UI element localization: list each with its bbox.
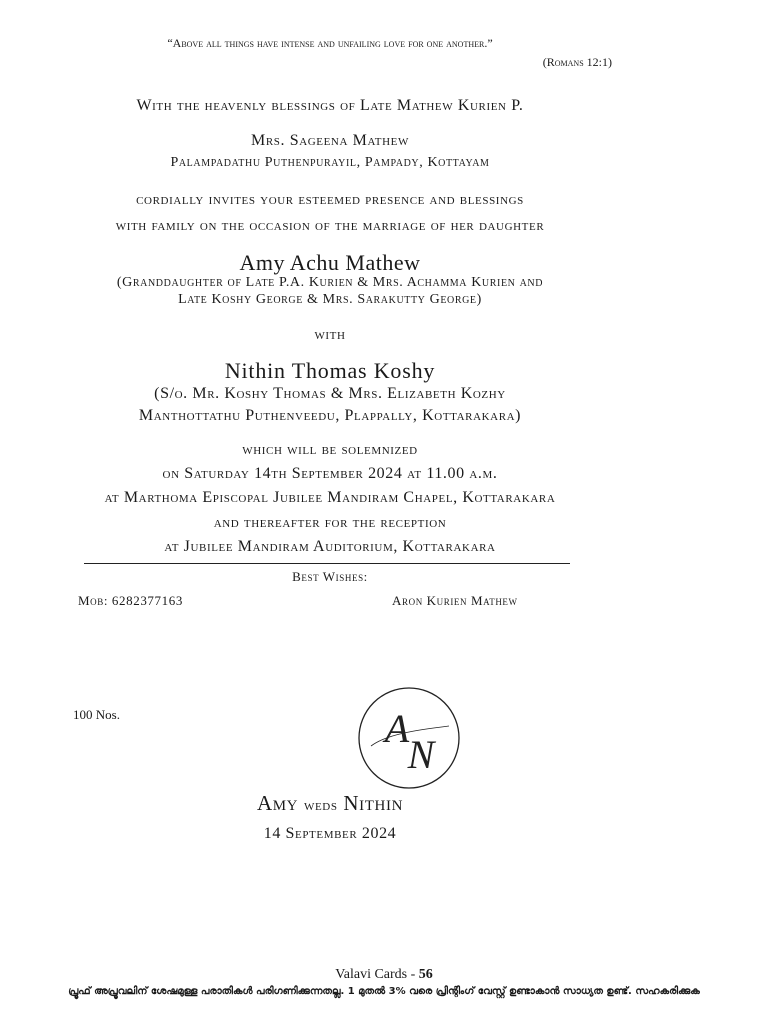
- bible-verse-reference: (Romans 12:1): [542, 55, 612, 69]
- footer-note: പ്രൂഫ് അപ്രൂവലിന് ശേഷമുള്ള പരാതികൾ പരിഗണിക്കുന്നതല്ല. 1 മുതൽ 3% വരെ പ്രിന്റിംഗ് വേസ്റ്റ് ഉണ്ടാകാൻ സാധ്യത ഉണ്ട്. സഹകരിക്കുക: [68, 986, 700, 997]
- groom-parents-line-2: Manthottathu Puthenveedu, Plappally, Kottarakara): [138, 407, 522, 424]
- footer-brand-line: [0, 967, 768, 983]
- footer-brand: Valavi Cards -: [335, 967, 419, 982]
- cover-title: [0, 791, 660, 816]
- footer-page-number: 56: [418, 967, 433, 982]
- bible-verse-quote: “Above all things have intense and unfailing love for one another.”: [167, 36, 493, 50]
- cover-name-2: Nithin: [343, 791, 404, 815]
- mobile-number: Mob: 6282377163: [78, 593, 183, 608]
- monogram-letter-a: A: [384, 706, 410, 751]
- best-wishes-name: Aron Kurien Mathew: [392, 593, 518, 608]
- bride-name: Amy Achu Mathew: [239, 250, 421, 275]
- cover-weds: weds: [303, 798, 338, 814]
- monogram-emblem: [357, 686, 461, 790]
- event-line-2: on Saturday 14th September 2024 at 11.00 a.m.: [162, 465, 498, 482]
- invite-line-2: with family on the occasion of the marriage of her daughter: [115, 217, 545, 234]
- cover-name-1: Amy: [256, 791, 299, 815]
- bride-relation-line-1: (Granddaughter of Late P.A. Kurien & Mrs. Achamma Kurien and: [116, 275, 544, 290]
- best-wishes-label: Best Wishes:: [292, 569, 368, 584]
- cover-date: 14 September 2024: [263, 825, 397, 842]
- invite-line-1: cordially invites your esteemed presence and blessings: [136, 191, 524, 208]
- divider-rule: [84, 563, 570, 564]
- bride-relation-line-2: Late Koshy George & Mrs. Sarakutty George): [178, 292, 482, 307]
- event-line-1: which will be solemnized: [242, 441, 418, 458]
- host-address: Palampadathu Puthenpurayil, Pampady, Kottayam: [170, 155, 490, 170]
- with-word: with: [314, 327, 346, 343]
- event-line-5: at Jubilee Mandiram Auditorium, Kottarakara: [164, 538, 496, 555]
- quantity-note: 100 Nos.: [73, 707, 120, 722]
- monogram-letter-n: N: [407, 732, 435, 777]
- host-name: Mrs. Sageena Mathew: [251, 132, 409, 149]
- blessing-line: With the heavenly blessings of Late Mathew Kurien P.: [136, 97, 524, 114]
- event-line-3: at Marthoma Episcopal Jubilee Mandiram Chapel, Kottarakara: [104, 489, 556, 506]
- groom-parents-line-1: (S/o. Mr. Koshy Thomas & Mrs. Elizabeth Kozhy: [154, 385, 506, 402]
- event-line-4: and thereafter for the reception: [213, 514, 447, 531]
- groom-name: Nithin Thomas Koshy: [224, 358, 436, 383]
